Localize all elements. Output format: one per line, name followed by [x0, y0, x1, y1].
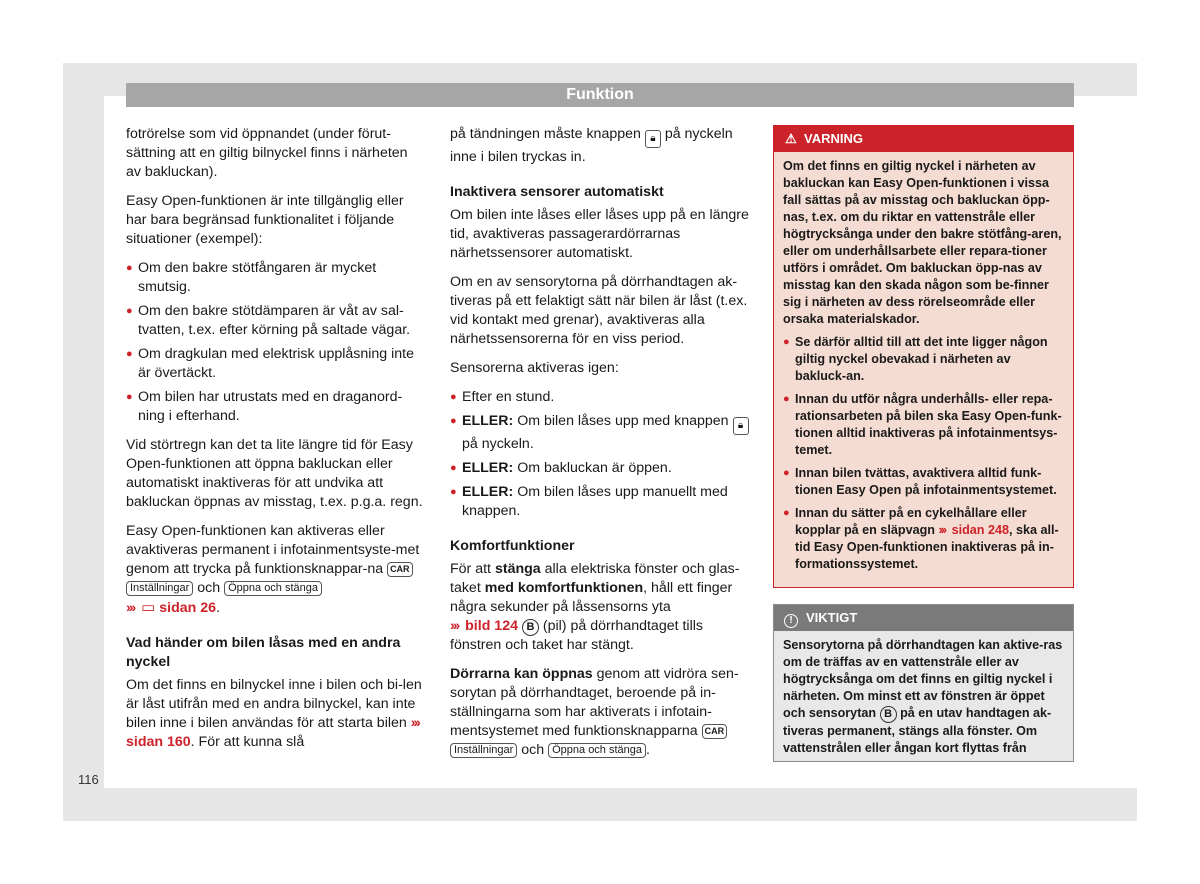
page-reference-link[interactable]: sidan 248 — [951, 523, 1009, 537]
warning-title: VARNING — [804, 131, 863, 146]
list-item — [450, 412, 750, 454]
page-number: 116 — [78, 772, 99, 787]
list-item — [450, 483, 750, 521]
text: Om det finns en bilnyckel inne i bilen och bi-len är låst utifrån med en andra bilnyckel, kan inte bilen inne i bilen användas för att starta bilen — [126, 677, 422, 731]
page-reference-link[interactable]: sidan 160 — [126, 734, 191, 750]
page-reference-link[interactable]: sidan 26 — [159, 600, 217, 616]
list-item: ● Om dragkulan med elektrisk upplåsning inte är övertäckt. — [126, 345, 424, 383]
car-button-icon: CAR — [387, 562, 413, 577]
list-item: ● Innan du utför några underhålls- eller repa-rationsarbeten på bilen ska Easy Open-funk-tionen alltid inaktiveras på infotainmentsys-temet. — [783, 391, 1064, 459]
column-1 — [126, 125, 424, 762]
bold-text: med komfortfunktionen — [484, 580, 644, 596]
bold-text: stänga — [494, 561, 541, 577]
text: Sensorytorna på dörrhandtagen kan aktive-ras om de träffas av en vattenstråle eller av högtrycksånga om det finns en giltig nyckel i närheten. Om minst ett av fönstren är öppet och sensorytan — [783, 638, 1063, 720]
book-icon: ▭ — [141, 599, 156, 616]
list-item: ● Innan bilen tvättas, avaktivera alltid funk-tionen Easy Open på infotainmentsystemet. — [783, 465, 1064, 499]
settings-button-label: Inställningar — [450, 743, 517, 758]
figure-reference-link[interactable]: bild 124 — [465, 618, 518, 634]
subheading: Inaktivera sensorer automatiskt — [450, 184, 664, 200]
warning-box — [773, 125, 1074, 588]
exclamation-icon: ! — [784, 614, 798, 628]
column-2 — [450, 125, 750, 770]
note-header — [774, 605, 1073, 631]
section-header: Funktion — [126, 83, 1074, 107]
text: Om bilen låses upp manuellt med knappen. — [462, 484, 728, 519]
lock-key-icon: 🔒︎ — [733, 417, 749, 435]
paragraph: Om en av sensorytorna på dörrhandtagen ak-tiveras på ett felaktigt sätt när bilen är låst (t.ex. vid kontakt med grenar), avaktiveras alla närhetssensorerna för en viss period. — [450, 274, 748, 347]
list-item: ● Efter en stund. — [450, 388, 750, 407]
note-box — [773, 604, 1074, 762]
open-close-button-label: Öppna och stänga — [224, 581, 322, 596]
chevron-ref-icon: ››› — [126, 600, 135, 616]
lock-key-icon: 🔒︎ — [645, 130, 661, 148]
car-button-icon: CAR — [702, 724, 728, 739]
subheading: Vad händer om bilen låsas med en andra nyckel — [126, 635, 401, 670]
paragraph: fotrörelse som vid öppnandet (under förut-sättning att en giltig bilnyckel finns i närheten av bakluckan). — [126, 126, 408, 180]
text: , ska all-tid Easy Open-funktionen inaktiveras på in-formationssystemet. — [795, 523, 1059, 571]
paragraph: Om det finns en giltig nyckel i närheten av bakluckan kan Easy Open-funktionen i vissa fall sättas på av misstag och bakluckan öpp-nas, t.ex. om du riktar en vattenstråle eller högtrycksånga under den bakre stötfång-aren, eller om underhållsarbete eller repara-tioner utförs i området. Om bakluckan öpp-nas av misstag kan den skada någon som be-finner sig i närheten av dess rörelseområde eller orsaka materialskador. — [783, 159, 1062, 326]
note-title: VIKTIGT — [806, 610, 858, 625]
list-item — [450, 459, 750, 478]
bullet-list — [783, 334, 1064, 573]
open-close-button-label: Öppna och stänga — [548, 743, 646, 758]
paragraph: Vid störtregn kan det ta lite längre tid för Easy Open-funktionen att öppna bakluckan eller automatiskt inaktiveras för att undvika att bakluckan öppnas av misstag, t.ex. p.g.a. regn. — [126, 437, 423, 510]
chevron-ref-icon: ››› — [410, 715, 419, 731]
bold-text: Dörrarna kan öppnas — [450, 666, 593, 682]
text: För att — [450, 561, 491, 577]
text: och — [521, 742, 545, 758]
note-body — [774, 631, 1073, 761]
text: på nyckeln inne i bilen tryckas in. — [450, 126, 733, 165]
circle-b-marker: B — [880, 706, 897, 723]
settings-button-label: Inställningar — [126, 581, 193, 596]
list-item: ● Se därför alltid till att det inte ligger någon giltig nyckel obevakad i närheten av bakluck-an. — [783, 334, 1064, 385]
bullet-list — [450, 388, 750, 521]
text: Easy Open-funktionen kan aktiveras eller avaktiveras permanent i infotainmentsyste-met genom att trycka på funktionsknappar-na — [126, 523, 420, 577]
warning-triangle-icon: ⚠ — [785, 131, 797, 146]
chevron-ref-icon: ››› — [450, 618, 459, 634]
paragraph — [126, 676, 424, 752]
bullet-list — [126, 259, 424, 426]
list-item: ● Om bilen har utrustats med en draganord-ning i efterhand. — [126, 388, 424, 426]
column-3 — [773, 125, 1074, 762]
text: . — [216, 600, 221, 616]
text: och — [197, 580, 221, 596]
warning-body — [774, 152, 1073, 587]
subheading: Komfortfunktioner — [450, 538, 575, 554]
text: Om bakluckan är öppen. — [517, 460, 672, 476]
text: . — [646, 742, 650, 758]
text: genom att vidröra sen-sorytan på dörrhandtaget, beroende på in-ställningarna som har aktiverats i infotain-mentsystemet med funktionsknapparna — [450, 666, 739, 739]
circle-b-marker: B — [522, 619, 539, 636]
paragraph — [126, 522, 424, 618]
paragraph: Om bilen inte låses eller låses upp på en längre tid, avaktiveras passagerardörrarnas närhetssensorer automatiskt. — [450, 207, 749, 261]
paragraph — [450, 125, 750, 167]
label: ELLER: — [462, 413, 514, 429]
paragraph — [450, 560, 750, 655]
text: på nyckeln. — [462, 436, 534, 452]
text: Innan du sätter på en cykelhållare eller kopplar på en släpvagn — [795, 506, 1027, 537]
text: på en utav handtagen ak-tiveras permanent, stängs alla fönster. Om vattenstrålen eller ångan kort flyttas från — [783, 706, 1052, 755]
chevron-ref-icon: ››› — [938, 523, 946, 537]
list-item — [783, 505, 1064, 573]
paragraph — [450, 665, 750, 760]
text: . För att kunna slå — [190, 734, 305, 750]
list-item: ● Om den bakre stötdämparen är våt av sal-tvatten, t.ex. efter körning på saltade vägar. — [126, 302, 424, 340]
text: Om bilen låses upp med knappen — [517, 413, 729, 429]
paragraph: Easy Open-funktionen är inte tillgänglig eller har bara begränsad funktionalitet i följande situationer (exempel): — [126, 193, 404, 247]
text: (pil) på dörrhandtaget tills fönstren och taket har stängt. — [450, 618, 703, 653]
paragraph: Sensorerna aktiveras igen: — [450, 360, 619, 376]
list-item: ● Om den bakre stötfångaren är mycket smutsig. — [126, 259, 424, 297]
label: ELLER: — [462, 484, 514, 500]
label: ELLER: — [462, 460, 514, 476]
text: på tändningen måste knappen — [450, 126, 641, 142]
warning-header — [774, 126, 1073, 152]
text: alla elektriska fönster och glas-taket — [450, 561, 740, 596]
text: , håll ett finger några sekunder på låssensorns yta — [450, 580, 733, 615]
